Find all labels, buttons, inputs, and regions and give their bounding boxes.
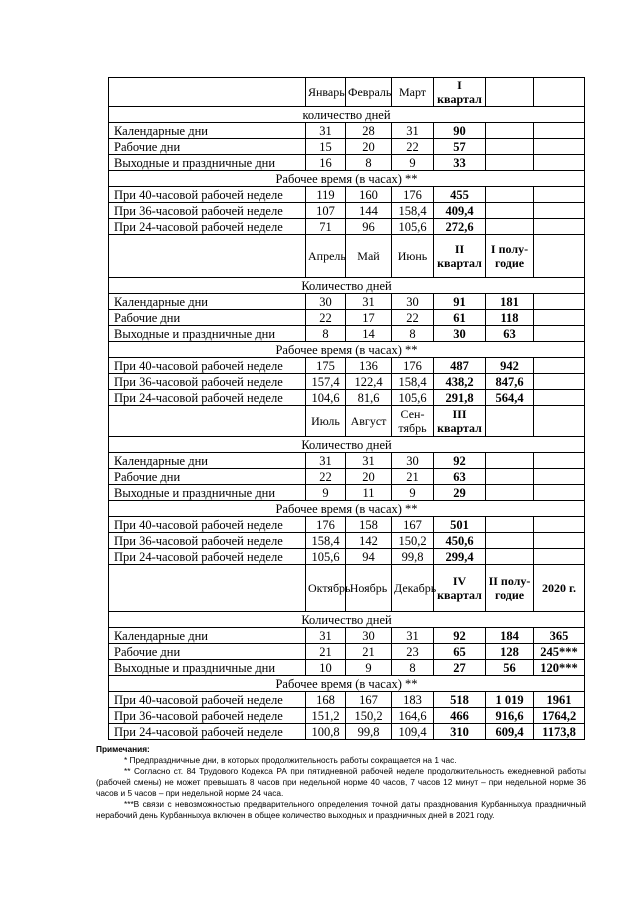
q4-row-cell: 609,4 <box>486 724 534 740</box>
q4-row-cell: 310 <box>434 724 486 740</box>
q3-row-label: При 24-часовой рабочей неделе <box>109 549 306 565</box>
q4-section-hours-label: Рабочее время (в часах) ** <box>109 676 585 692</box>
q4-row-cell: 1 019 <box>486 692 534 708</box>
q2-row-cell: 22 <box>306 310 346 326</box>
q4-row-cell: 466 <box>434 708 486 724</box>
q4-header-cell-6: 2020 г. <box>534 565 585 612</box>
q1-days-row <box>109 123 585 139</box>
q2-row-cell: 81,6 <box>346 390 392 406</box>
q1-row-cell <box>534 155 585 171</box>
q3-row-cell <box>486 469 534 485</box>
q2-row-cell: 176 <box>392 358 434 374</box>
q4-row-cell: 30 <box>346 628 392 644</box>
q3-hours-row <box>109 549 585 565</box>
q2-row-cell: 487 <box>434 358 486 374</box>
q3-section-hours-label: Рабочее время (в часах) ** <box>109 501 585 517</box>
q3-hours-row <box>109 517 585 533</box>
q4-row-cell: 120*** <box>534 660 585 676</box>
q2-row-cell <box>534 374 585 390</box>
q3-row-cell: 29 <box>434 485 486 501</box>
q2-row-label: Рабочие дни <box>109 310 306 326</box>
notes-title: Примечания: <box>96 744 150 754</box>
q3-row-cell <box>486 517 534 533</box>
q2-row-cell: 91 <box>434 294 486 310</box>
q3-row-cell: 20 <box>346 469 392 485</box>
q1-row-cell: 71 <box>306 219 346 235</box>
q4-row-cell: 1764,2 <box>534 708 585 724</box>
q1-row-cell <box>534 123 585 139</box>
q4-row-cell: 10 <box>306 660 346 676</box>
q1-row-label: При 36-часовой рабочей неделе <box>109 203 306 219</box>
q1-row-cell: 57 <box>434 139 486 155</box>
q2-row-cell: 122,4 <box>346 374 392 390</box>
q2-days-row <box>109 310 585 326</box>
q4-row-label: При 40-часовой рабочей неделе <box>109 692 306 708</box>
q1-row-cell <box>534 187 585 203</box>
q1-row-label: Рабочие дни <box>109 139 306 155</box>
q2-hours-row <box>109 390 585 406</box>
q2-header-row <box>109 235 585 278</box>
q1-days-row <box>109 139 585 155</box>
q4-row-label: При 36-часовой рабочей неделе <box>109 708 306 724</box>
q1-row-cell: 22 <box>392 139 434 155</box>
q1-row-cell: 158,4 <box>392 203 434 219</box>
notes-block <box>96 744 586 821</box>
q1-header-cell-3: Март <box>392 78 434 107</box>
q4-header-cell-5: II полу-годие <box>486 565 534 612</box>
q2-row-cell: 30 <box>434 326 486 342</box>
q3-section-days-label: Количество дней <box>109 437 585 453</box>
q1-row-cell <box>534 203 585 219</box>
q1-header-row <box>109 78 585 107</box>
q2-row-cell: 291,8 <box>434 390 486 406</box>
q4-row-cell: 92 <box>434 628 486 644</box>
q3-row-cell: 158 <box>346 517 392 533</box>
note-1: * Предпраздничные дни, в которых продолжительность работы сокращается на 1 час. <box>124 755 457 765</box>
q1-row-cell: 20 <box>346 139 392 155</box>
q4-row-cell: 31 <box>306 628 346 644</box>
q1-row-cell <box>486 187 534 203</box>
q3-row-cell: 167 <box>392 517 434 533</box>
q2-row-cell: 158,4 <box>392 374 434 390</box>
q2-row-label: Выходные и праздничные дни <box>109 326 306 342</box>
q1-header-cell-5 <box>486 78 534 107</box>
q1-section-days <box>109 107 585 123</box>
q2-row-cell: 175 <box>306 358 346 374</box>
q4-days-row <box>109 660 585 676</box>
q4-row-cell: 183 <box>392 692 434 708</box>
q4-row-cell: 31 <box>392 628 434 644</box>
q4-row-cell: 128 <box>486 644 534 660</box>
q1-row-cell: 90 <box>434 123 486 139</box>
q2-row-cell: 438,2 <box>434 374 486 390</box>
q3-row-cell <box>534 469 585 485</box>
q2-row-label: Календарные дни <box>109 294 306 310</box>
q3-row-label: Выходные и праздничные дни <box>109 485 306 501</box>
q1-row-cell: 144 <box>346 203 392 219</box>
q2-row-cell: 8 <box>306 326 346 342</box>
q4-row-cell: 150,2 <box>346 708 392 724</box>
q3-row-cell: 501 <box>434 517 486 533</box>
q2-header-cell-0 <box>109 235 306 278</box>
q2-row-cell: 157,4 <box>306 374 346 390</box>
q1-row-cell: 31 <box>392 123 434 139</box>
q3-row-cell: 142 <box>346 533 392 549</box>
q4-row-cell: 65 <box>434 644 486 660</box>
q4-row-cell: 245*** <box>534 644 585 660</box>
q1-section-hours-label: Рабочее время (в часах) ** <box>109 171 585 187</box>
q1-header-cell-4: I квартал <box>434 78 486 107</box>
q3-row-cell <box>534 453 585 469</box>
q2-row-cell: 17 <box>346 310 392 326</box>
q4-row-cell: 1173,8 <box>534 724 585 740</box>
q4-row-cell: 151,2 <box>306 708 346 724</box>
q2-row-cell: 30 <box>306 294 346 310</box>
q2-row-cell: 61 <box>434 310 486 326</box>
q2-row-cell <box>534 390 585 406</box>
q3-header-row <box>109 406 585 437</box>
q3-section-days <box>109 437 585 453</box>
q1-header-cell-2: Февраль <box>346 78 392 107</box>
q2-row-cell: 104,6 <box>306 390 346 406</box>
q1-row-cell <box>486 203 534 219</box>
q4-row-cell: 9 <box>346 660 392 676</box>
q1-header-cell-1: Январь <box>306 78 346 107</box>
q3-row-cell: 92 <box>434 453 486 469</box>
q1-row-cell: 33 <box>434 155 486 171</box>
q1-row-cell: 105,6 <box>392 219 434 235</box>
q2-header-cell-5: I полу-годие <box>486 235 534 278</box>
q2-row-cell: 63 <box>486 326 534 342</box>
q3-header-cell-6 <box>534 406 585 437</box>
q4-header-cell-3: Декабрь <box>392 565 434 612</box>
q4-header-cell-4: IV квартал <box>434 565 486 612</box>
q1-row-cell: 9 <box>392 155 434 171</box>
q4-row-cell: 21 <box>306 644 346 660</box>
note-3: ***В связи с невозможностью предварительного определения точной даты празднования Курбанныхуа праздничный нерабочий день Курбанныхуа включен в общее количество выходных и праздничных дней в 2021 году. <box>96 799 586 820</box>
q3-header-cell-0 <box>109 406 306 437</box>
q1-row-cell: 176 <box>392 187 434 203</box>
q2-row-cell: 30 <box>392 294 434 310</box>
q4-row-cell: 184 <box>486 628 534 644</box>
q4-days-row <box>109 628 585 644</box>
q2-header-cell-1: Апрель <box>306 235 346 278</box>
q4-row-cell: 916,6 <box>486 708 534 724</box>
q2-row-cell: 118 <box>486 310 534 326</box>
q2-header-cell-2: Май <box>346 235 392 278</box>
q2-header-cell-6 <box>534 235 585 278</box>
q4-header-row <box>109 565 585 612</box>
q3-row-cell <box>534 549 585 565</box>
q3-row-cell: 94 <box>346 549 392 565</box>
q3-row-cell: 30 <box>392 453 434 469</box>
q3-days-row <box>109 485 585 501</box>
q1-row-cell <box>486 155 534 171</box>
q3-row-cell: 22 <box>306 469 346 485</box>
q4-row-cell: 164,6 <box>392 708 434 724</box>
q1-header-cell-6 <box>534 78 585 107</box>
q1-row-cell: 160 <box>346 187 392 203</box>
q3-row-cell: 11 <box>346 485 392 501</box>
q3-header-cell-2: Август <box>346 406 392 437</box>
q1-days-row <box>109 155 585 171</box>
q2-row-cell: 8 <box>392 326 434 342</box>
q2-row-cell: 31 <box>346 294 392 310</box>
q3-row-cell: 299,4 <box>434 549 486 565</box>
q4-row-label: Выходные и праздничные дни <box>109 660 306 676</box>
q3-row-cell <box>534 517 585 533</box>
q4-section-days-label: Количество дней <box>109 612 585 628</box>
q4-row-cell: 167 <box>346 692 392 708</box>
q4-section-days <box>109 612 585 628</box>
q3-row-cell: 63 <box>434 469 486 485</box>
q4-days-row <box>109 644 585 660</box>
q1-row-cell: 119 <box>306 187 346 203</box>
q1-row-cell: 409,4 <box>434 203 486 219</box>
q2-row-cell <box>534 310 585 326</box>
q1-row-cell: 31 <box>306 123 346 139</box>
q4-row-cell: 56 <box>486 660 534 676</box>
q4-header-cell-2: Ноябрь <box>346 565 392 612</box>
q4-row-cell: 109,4 <box>392 724 434 740</box>
q3-row-cell: 9 <box>392 485 434 501</box>
q3-row-cell: 31 <box>306 453 346 469</box>
q2-row-cell: 847,6 <box>486 374 534 390</box>
q2-header-cell-4: II квартал <box>434 235 486 278</box>
q3-row-cell: 450,6 <box>434 533 486 549</box>
q1-row-cell <box>486 139 534 155</box>
q1-hours-row <box>109 187 585 203</box>
q3-row-cell <box>486 485 534 501</box>
q2-section-days-label: Количество дней <box>109 278 585 294</box>
q1-row-label: При 24-часовой рабочей неделе <box>109 219 306 235</box>
q3-hours-row <box>109 533 585 549</box>
q3-row-cell: 150,2 <box>392 533 434 549</box>
q4-row-cell: 518 <box>434 692 486 708</box>
q4-row-label: Рабочие дни <box>109 644 306 660</box>
q1-row-cell: 16 <box>306 155 346 171</box>
q4-row-cell: 23 <box>392 644 434 660</box>
q3-days-row <box>109 469 585 485</box>
q4-section-hours <box>109 676 585 692</box>
q1-section-days-label: количество дней <box>109 107 585 123</box>
q3-row-label: Рабочие дни <box>109 469 306 485</box>
q2-row-cell: 14 <box>346 326 392 342</box>
q2-header-cell-3: Июнь <box>392 235 434 278</box>
q2-row-cell <box>534 294 585 310</box>
q4-row-cell: 99,8 <box>346 724 392 740</box>
q4-row-cell: 27 <box>434 660 486 676</box>
q4-row-label: Календарные дни <box>109 628 306 644</box>
q3-row-cell: 176 <box>306 517 346 533</box>
q1-row-label: При 40-часовой рабочей неделе <box>109 187 306 203</box>
q2-row-cell: 105,6 <box>392 390 434 406</box>
q2-row-label: При 24-часовой рабочей неделе <box>109 390 306 406</box>
q1-row-cell: 272,6 <box>434 219 486 235</box>
q1-section-hours <box>109 171 585 187</box>
q1-row-cell: 8 <box>346 155 392 171</box>
q3-row-label: Календарные дни <box>109 453 306 469</box>
q1-row-cell <box>534 219 585 235</box>
q2-row-label: При 40-часовой рабочей неделе <box>109 358 306 374</box>
q4-hours-row <box>109 708 585 724</box>
q3-row-label: При 36-часовой рабочей неделе <box>109 533 306 549</box>
q3-row-label: При 40-часовой рабочей неделе <box>109 517 306 533</box>
q4-header-cell-1: Октябрь <box>306 565 346 612</box>
q1-row-label: Календарные дни <box>109 123 306 139</box>
q2-days-row <box>109 326 585 342</box>
q4-row-cell: 8 <box>392 660 434 676</box>
q2-hours-row <box>109 374 585 390</box>
q4-row-label: При 24-часовой рабочей неделе <box>109 724 306 740</box>
q3-row-cell: 31 <box>346 453 392 469</box>
q3-row-cell <box>534 533 585 549</box>
q2-row-cell <box>534 326 585 342</box>
q4-row-cell: 100,8 <box>306 724 346 740</box>
q1-header-cell-0 <box>109 78 306 107</box>
q2-row-label: При 36-часовой рабочей неделе <box>109 374 306 390</box>
q2-row-cell: 564,4 <box>486 390 534 406</box>
q2-section-hours-label: Рабочее время (в часах) ** <box>109 342 585 358</box>
q1-row-cell <box>486 123 534 139</box>
q2-row-cell: 136 <box>346 358 392 374</box>
q3-header-cell-3: Сен-тябрь <box>392 406 434 437</box>
q1-row-cell: 28 <box>346 123 392 139</box>
q3-row-cell: 158,4 <box>306 533 346 549</box>
q3-row-cell: 99,8 <box>392 549 434 565</box>
q2-section-hours <box>109 342 585 358</box>
q4-row-cell: 365 <box>534 628 585 644</box>
q3-header-cell-5 <box>486 406 534 437</box>
q3-row-cell <box>534 485 585 501</box>
q4-row-cell: 168 <box>306 692 346 708</box>
q4-hours-row <box>109 724 585 740</box>
q4-row-cell: 1961 <box>534 692 585 708</box>
note-2: ** Согласно ст. 84 Трудового Кодекса РА при пятидневной рабочей неделе продолжительность ежедневной работы (рабочей смены) не может превышать 8 часов при недельной норме 40 часов, 7 часов 12 минут – при недельной норме 36 часов и 5 часов – при недельной норме 24 часа. <box>96 766 586 798</box>
work-calendar-table <box>108 77 585 740</box>
q1-row-cell: 455 <box>434 187 486 203</box>
q1-hours-row <box>109 203 585 219</box>
q3-header-cell-1: Июль <box>306 406 346 437</box>
q2-row-cell: 181 <box>486 294 534 310</box>
q1-row-cell: 15 <box>306 139 346 155</box>
q2-hours-row <box>109 358 585 374</box>
q3-row-cell: 9 <box>306 485 346 501</box>
q2-section-days <box>109 278 585 294</box>
q3-row-cell <box>486 453 534 469</box>
q1-row-cell <box>486 219 534 235</box>
q1-hours-row <box>109 219 585 235</box>
q1-row-label: Выходные и праздничные дни <box>109 155 306 171</box>
q2-days-row <box>109 294 585 310</box>
q3-row-cell: 105,6 <box>306 549 346 565</box>
q1-row-cell <box>534 139 585 155</box>
q2-row-cell: 942 <box>486 358 534 374</box>
q4-hours-row <box>109 692 585 708</box>
q4-header-cell-0 <box>109 565 306 612</box>
q3-row-cell <box>486 533 534 549</box>
q3-header-cell-4: III квартал <box>434 406 486 437</box>
q3-row-cell: 21 <box>392 469 434 485</box>
q4-row-cell: 21 <box>346 644 392 660</box>
q2-row-cell: 22 <box>392 310 434 326</box>
q3-row-cell <box>486 549 534 565</box>
q1-row-cell: 96 <box>346 219 392 235</box>
q2-row-cell <box>534 358 585 374</box>
q3-section-hours <box>109 501 585 517</box>
q1-row-cell: 107 <box>306 203 346 219</box>
q3-days-row <box>109 453 585 469</box>
